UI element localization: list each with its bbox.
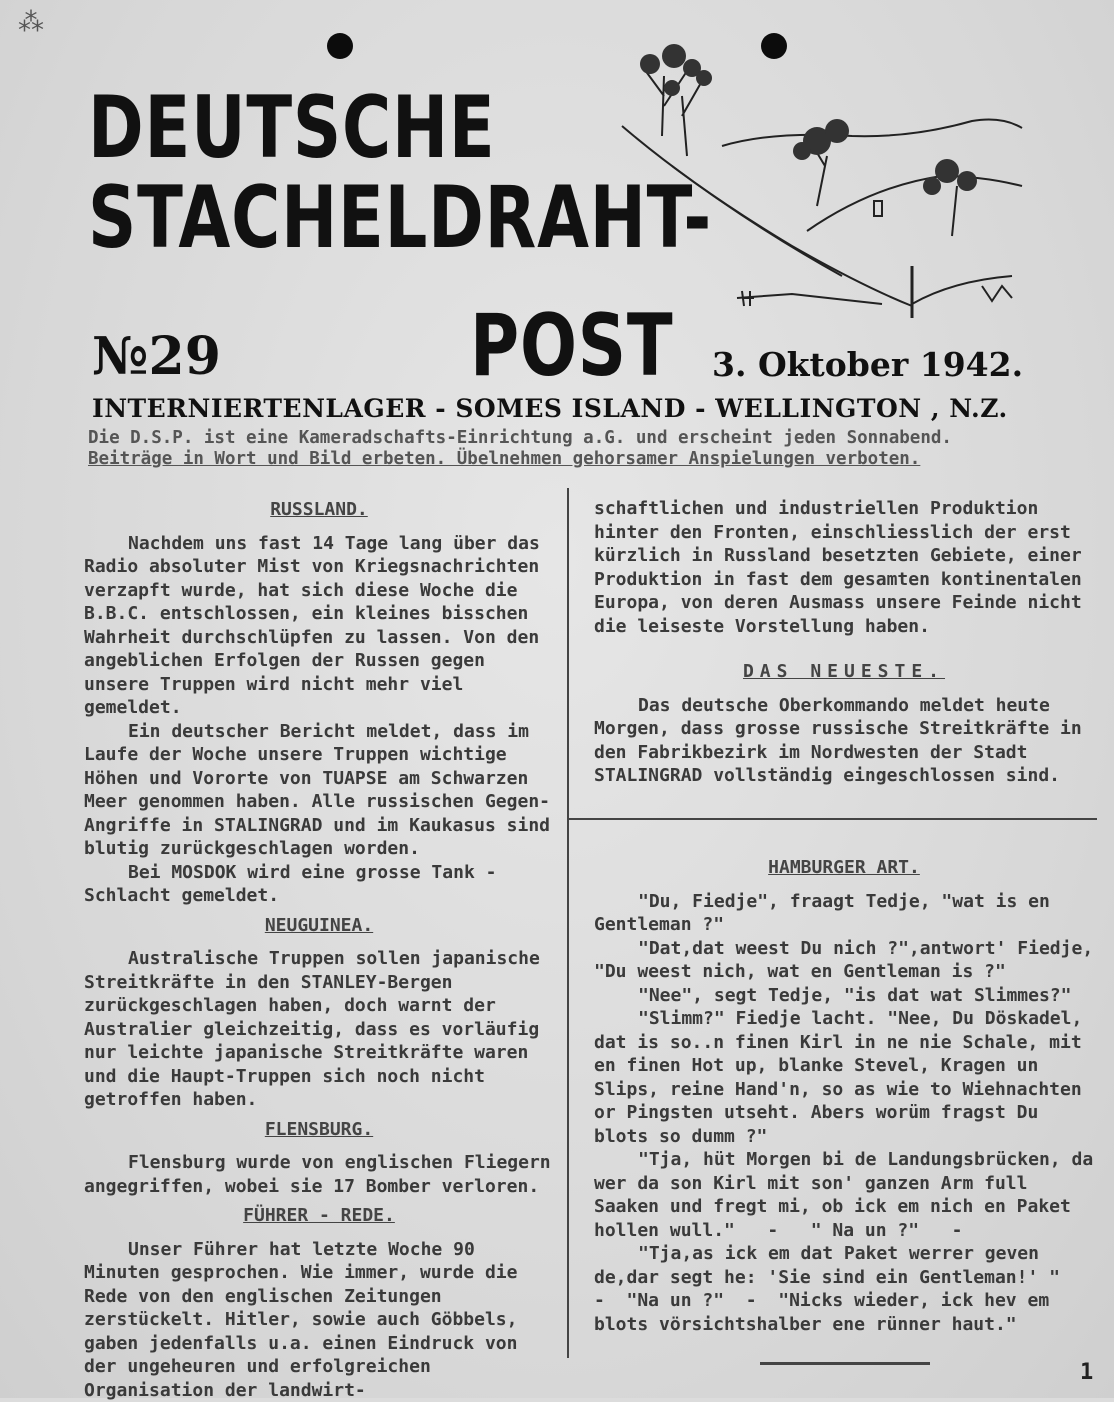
heading-hamburger-art: HAMBURGER ART.: [594, 856, 1094, 880]
camp-subtitle: INTERNIERTENLAGER - SOMES ISLAND - WELLINGTON , N.Z.: [92, 394, 1008, 423]
heading-russland: RUSSLAND.: [84, 498, 554, 522]
russland-paragraph-2: Ein deutscher Bericht meldet, dass im Laufe der Woche unsere Truppen wichtige Höhen und Vororte von TUAPSE am Schwarzen Meer genommen haben. Alle russischen Gegen-Angriffe in STALINGRAD und im Kaukasus sind blutig zurückgeschlagen worden.: [84, 720, 554, 861]
end-rule: [760, 1362, 930, 1365]
stamp-mark: ⁂: [18, 8, 44, 38]
right-column-bottom: [594, 850, 1094, 1336]
intro-line-1: Die D.S.P. ist eine Kameradschafts-Einrichtung a.G. und erscheint jeden Sonnabend.: [88, 428, 1048, 449]
column-divider: [567, 488, 569, 1358]
masthead-line-1: DEUTSCHE: [88, 78, 495, 178]
neuguinea-paragraph: Australische Truppen sollen japanische Streitkräfte in den STANLEY-Bergen zurückgeschlagen haben, doch warnt der Australier gleichzeitig, dass es vorläufig nur leichte japanische Streitkräfte waren und die Haupt-Truppen sich noch nicht getroffen haben.: [84, 947, 554, 1112]
hamburger-paragraph-3: "Nee", segt Tedje, "is dat wat Slimmes?": [594, 984, 1094, 1008]
russland-paragraph-3: Bei MOSDOK wird eine grosse Tank - Schlacht gemeldet.: [84, 861, 554, 908]
issue-date: 3. Oktober 1942.: [712, 345, 1023, 384]
heading-neuguinea: NEUGUINEA.: [84, 914, 554, 938]
flensburg-paragraph: Flensburg wurde von englischen Fliegern angegriffen, wobei sie 17 Bomber verloren.: [84, 1151, 554, 1198]
continuation-paragraph: schaftlichen und industriellen Produktion hinter den Fronten, einschliesslich der erst kürzlich in Russland besetzten Gebiete, einer Produktion in fast dem gesamten kontinentalen Europa, von deren Ausmass unsere Feinde nicht die leiseste Vorstellung haben.: [594, 497, 1094, 638]
russland-paragraph-1: Nachdem uns fast 14 Tage lang über das Radio absoluter Mist von Kriegsnachrichten verzapft wurde, hat sich diese Woche die B.B.C. entschlossen, ein kleines bisschen Wahrheit durchschlüpfen zu lassen. Von den angeblichen Erfolgen der Russen gegen unsere Truppen wird nicht mehr viel gemeldet.: [84, 532, 554, 720]
section-divider: [567, 818, 1097, 820]
hamburger-paragraph-6: "Tja,as ick em dat Paket werrer geven de,dar segt he: 'Sie sind ein Gentleman!' ": [594, 1242, 1094, 1289]
hamburger-paragraph-5: "Tja, hüt Morgen bi de Landungsbrücken, da wer da son Kirl mit son' ganzen Arm full Saaken und fregt mi, ob ick em nich en Paket hollen wull." - " Na un ?" -: [594, 1148, 1094, 1242]
hamburger-paragraph-1: "Du, Fiedje", fraagt Tedje, "wat is en Gentleman ?": [594, 890, 1094, 937]
hamburger-paragraph-7: - "Na un ?" - "Nicks wieder, ick hev em blots vörsichtshalber ene rünner haut.": [594, 1289, 1094, 1336]
intro-notice: [88, 428, 1048, 470]
punch-hole-left: [327, 33, 353, 59]
masthead-line-2: STACHELDRAHT-: [88, 168, 712, 268]
hamburger-paragraph-2: "Dat,dat weest Du nich ?",antwort' Fiedje, "Du weest nich, wat en Gentleman is ?": [594, 937, 1094, 984]
heading-das-neueste: DAS NEUESTE.: [594, 660, 1094, 684]
landscape-illustration: [612, 36, 1027, 326]
right-column-top: [594, 497, 1094, 788]
intro-line-2: Beiträge in Wort und Bild erbeten. Übelnehmen gehorsamer Anspielungen verboten.: [88, 449, 1048, 470]
page-number: 1: [1080, 1360, 1093, 1385]
issue-number: №29: [92, 326, 221, 387]
heading-flensburg: FLENSBURG.: [84, 1118, 554, 1142]
neueste-paragraph: Das deutsche Oberkommando meldet heute Morgen, dass grosse russische Streitkräfte in den Fabrikbezirk im Nordwesten der Stadt STALINGRAD vollständig eingeschlossen sind.: [594, 694, 1094, 788]
hamburger-paragraph-4: "Slimm?" Fiedje lacht. "Nee, Du Döskadel, dat is so..n finen Kirl in ne nie Schale, mit en finen Hot up, blanke Stevel, Kragen un Slips, reine Hand'n, so as wie to Wiehnachten or Pingsten utseht. Abers worüm fragst Du blots so dumm ?": [594, 1007, 1094, 1148]
fuehrer-paragraph: Unser Führer hat letzte Woche 90 Minuten gesprochen. Wie immer, wurde die Rede von den englischen Zeitungen zerstückelt. Hitler, sowie auch Göbbels, gaben jedenfalls u.a. einen Eindruck von der ungeheuren und erfolgreichen Organisation der landwirt-: [84, 1238, 554, 1402]
masthead-line-3: POST: [470, 296, 673, 396]
heading-fuehrer-rede: FÜHRER - REDE.: [84, 1204, 554, 1228]
left-column: [84, 492, 554, 1402]
